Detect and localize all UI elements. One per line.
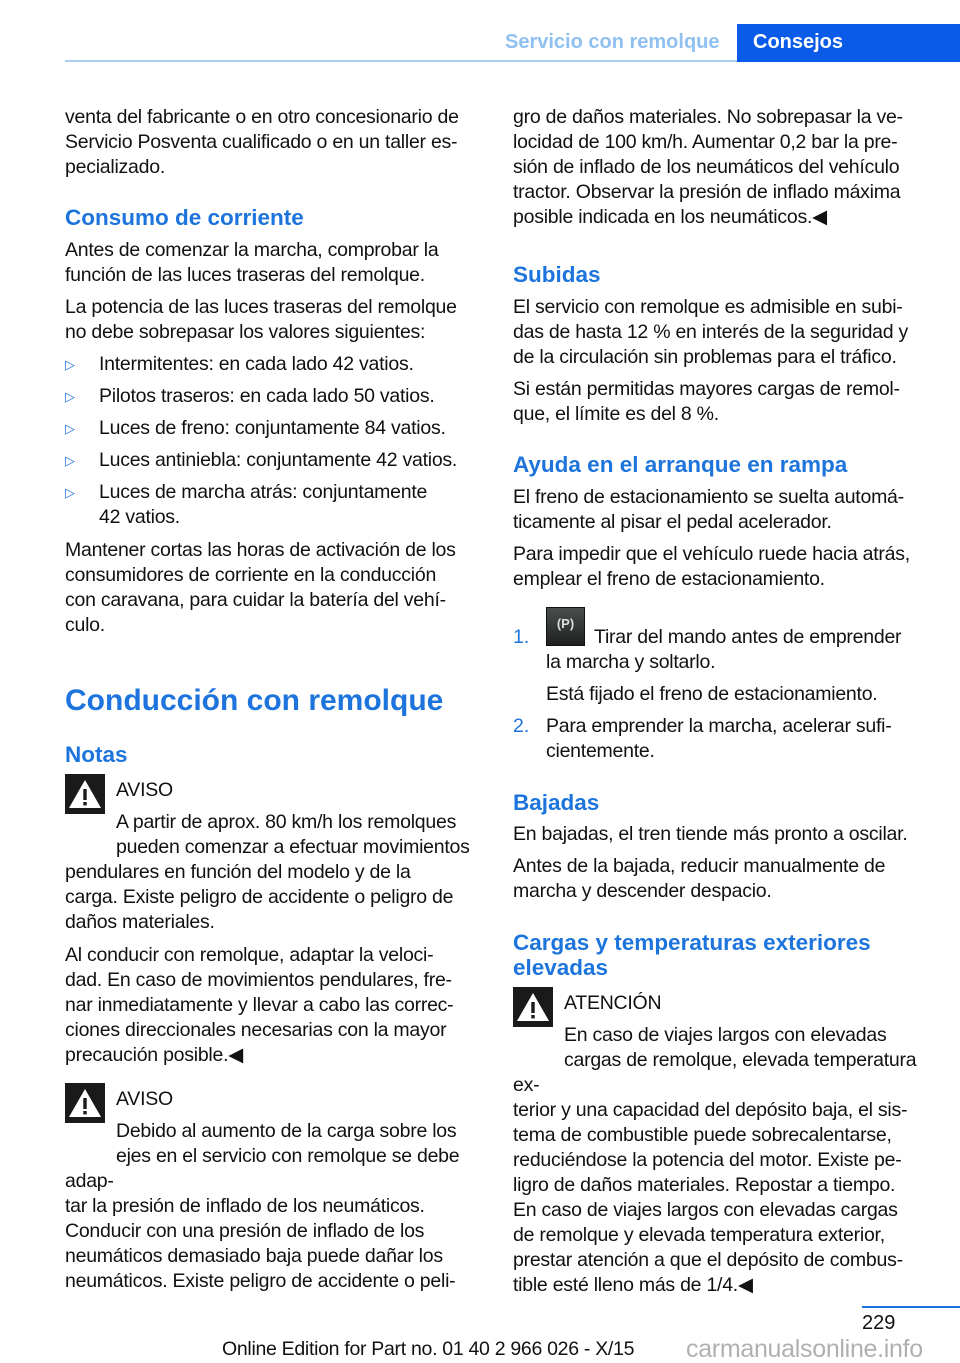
heading-ayuda: Ayuda en el arranque en rampa (513, 452, 848, 477)
chapter-heading: Conducción con remolque (65, 684, 444, 717)
heading-subidas: Subidas (513, 262, 601, 287)
triangle-bullet-icon: ▷ (65, 485, 75, 500)
heading-notas: Notas (65, 742, 128, 767)
warning-title: AVISO (116, 779, 173, 801)
footer-rule (862, 1306, 960, 1308)
page-number: 229 (862, 1312, 896, 1334)
warning-triangle-icon (65, 774, 105, 814)
paragraph: Antes de la bajada, reducir manualmente de marcha y descender despacio. (513, 855, 886, 902)
triangle-bullet-icon: ▷ (65, 389, 75, 404)
step-note: Está fijado el freno de estacionamiento. (546, 683, 878, 705)
step-text: Para emprender la marcha, acelerar sufi- cientemente. (546, 715, 892, 762)
heading-cargas: Cargas y temperaturas exteriores elevadas (513, 930, 871, 980)
paragraph: Al conducir con remolque, adaptar la veloci- dad. En caso de movimientos pendulares, fre- nar inmediatamente y llevar a cabo las correc- ciones direccionales necesarias con la mayor precaución posible.◀ (65, 944, 454, 1066)
warning-triangle-icon (513, 987, 553, 1027)
paragraph: venta del fabricante o en otro concesionario de Servicio Posventa cualificado o en un taller es- pecializado. (65, 106, 459, 178)
triangle-bullet-icon: ▷ (65, 357, 75, 372)
triangle-bullet-icon: ▷ (65, 421, 75, 436)
chapter-tab-label: Consejos (753, 31, 844, 53)
parking-brake-icon: (P) (546, 607, 585, 646)
warning-block (513, 991, 943, 1298)
section-title: Servicio con remolque (505, 31, 720, 53)
warning-block (65, 1087, 485, 1294)
header-rule (65, 60, 737, 62)
warning-title: ATENCIÓN (564, 992, 662, 1014)
paragraph: Antes de comenzar la marcha, comprobar la función de las luces traseras del remolque. (65, 239, 439, 286)
paragraph: Si están permitidas mayores cargas de remol- que, el límite es del 8 %. (513, 378, 900, 425)
chapter-tab (737, 24, 960, 62)
paragraph: El servicio con remolque es admisible en subi- das de hasta 12 % en interés de la seguridad y de la circulación sin problemas para el tráfico. (513, 296, 909, 368)
paragraph: La potencia de las luces traseras del remolque no debe sobrepasar los valores siguientes: (65, 296, 457, 343)
warning-triangle-icon (65, 1083, 105, 1123)
paragraph: Mantener cortas las horas de activación de los consumidores de corriente en la conducción con caravana, para cuidar la batería del vehí- culo. (65, 539, 456, 636)
paragraph: El freno de estacionamiento se suelta automá- ticamente al pisar el pedal acelerador. (513, 486, 904, 533)
paragraph: gro de daños materiales. No sobrepasar la ve- locidad de 100 km/h. Aumentar 0,2 bar la pre- sión de inflado de los neumáticos del vehículo tractor. Observar la presión de inflado máxima posible indicada en los neumáticos.◀ (513, 106, 903, 228)
watermark: carmanualsonline.info (686, 1335, 923, 1363)
heading-bajadas: Bajadas (513, 790, 600, 815)
step-number: 2. (513, 715, 530, 737)
warning-title: AVISO (116, 1088, 173, 1110)
step-number: 1. (513, 626, 530, 648)
warning-text: A partir de aprox. 80 km/h los remolques pueden comenzar a efectuar movimientos pendulares en función del modelo y de la carga. Existe peligro de accidente o peligro de daños materiales. (65, 811, 470, 933)
warning-block (65, 778, 485, 935)
step-text: Tirar del mando antes de emprender (594, 626, 902, 648)
heading-consumo: Consumo de corriente (65, 205, 304, 230)
paragraph: En bajadas, el tren tiende más pronto a oscilar. (513, 823, 908, 845)
warning-text: En caso de viajes largos con elevadas cargas de remolque, elevada temperatura ex- terior y una capacidad del depósito baja, el sis- tema de combustible puede sobrecalentarse, reduciéndose la potencia del motor. Existe pe- ligro de daños materiales. Repostar a tiempo. En caso de viajes largos con elevadas cargas de remolque y elevada temperatura exterior, prestar atención a que el depósito de combus- tible esté lleno más de 1/4.◀ (513, 1024, 917, 1296)
paragraph: Para impedir que el vehículo ruede hacia atrás, emplear el freno de estacionamiento. (513, 543, 910, 590)
warning-text: Debido al aumento de la carga sobre los ejes en el servicio con remolque se debe adap- tar la presión de inflado de los neumáticos. Conducir con una presión de inflado de los neumáticos demasiado baja puede dañar los neumáticos. Existe peligro de accidente o peli- (65, 1120, 460, 1292)
footer-edition: Online Edition for Part no. 01 40 2 966 026 - X/15 (222, 1338, 635, 1360)
step-text: la marcha y soltarlo. (546, 651, 716, 673)
triangle-bullet-icon: ▷ (65, 453, 75, 468)
